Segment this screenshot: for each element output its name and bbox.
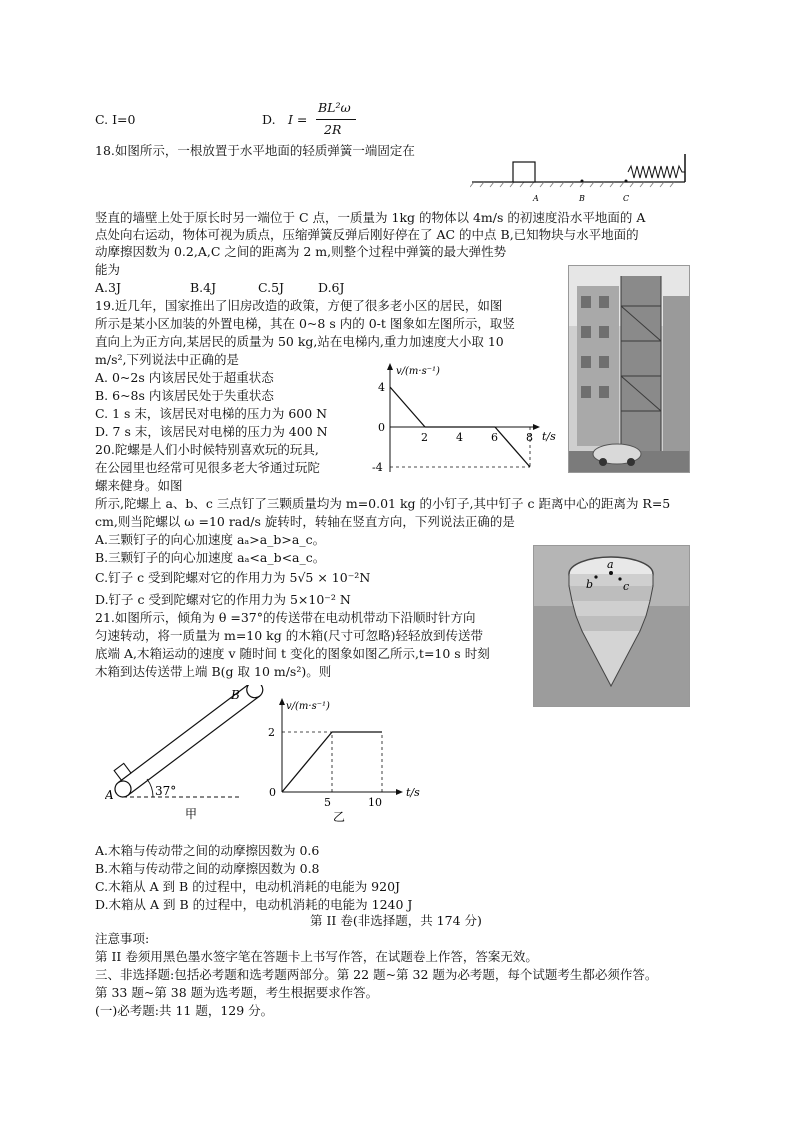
q17-option-c: C. I=0 xyxy=(95,112,136,127)
q21-segment-0 xyxy=(282,732,332,792)
q21-xlabel: t/s xyxy=(406,786,420,799)
vt-ylabel: v/(m·s⁻¹) xyxy=(396,366,440,377)
part2-notice: 注意事项: xyxy=(95,931,150,946)
part2-title: 第 II 卷(非选择题，共 174 分) xyxy=(310,913,482,928)
q19-option-b: B. 6~8s 内该居民处于失重状态 xyxy=(95,388,274,403)
q18-line3: 点处向右运动，物体可视为质点，压缩弹簧反弹后刚好停在了 AC 的中点 B,已知物块与水平地面的 xyxy=(95,227,639,242)
q17-option-d-prefix: D. xyxy=(262,112,276,127)
vt-segment-2 xyxy=(495,427,530,467)
q21-line3: 底端 A,木箱运动的速度 v 随时间 t 变化的图象如图乙所示,t=10 s 时刻 xyxy=(95,646,490,661)
q19-option-c: C. 1 s 末，该居民对电梯的压力为 600 N xyxy=(95,406,328,421)
vt-xtick-6: 6 xyxy=(491,431,498,444)
q18-line4: 动摩擦因数为 0.2,A,C 之间的距离为 2 m,则整个过程中弹簧的最大弹性势 xyxy=(95,244,507,259)
vt-ytick-0: 0 xyxy=(378,421,385,434)
formula-denominator: 2R xyxy=(324,122,342,137)
conveyor-angle: 37° xyxy=(155,784,177,798)
q18-option-a: A.3J xyxy=(95,280,121,295)
wooden-box xyxy=(114,763,131,780)
q21-vt-chart xyxy=(260,695,435,825)
q18-spring-figure xyxy=(470,150,695,205)
vt-ytick-neg4: -4 xyxy=(372,461,383,474)
top-label-c: c xyxy=(623,580,630,593)
q21-origin: 0 xyxy=(269,786,276,799)
q18-line2: 竖直的墙壁上处于原长时另一端位于 C 点，一质量为 1kg 的物体以 4m/s 的初速度沿水平地面的 A xyxy=(95,210,646,225)
q21-series xyxy=(282,732,382,792)
q21-line4: 木箱到达传送带上端 B(g 取 10 m/s²)。则 xyxy=(95,664,332,679)
part2-note1: 第 II 卷须用黑色墨水签字笔在答题卡上书写作答，在试题卷上作答，答案无效。 xyxy=(95,949,538,964)
q21-ytick-2: 2 xyxy=(268,726,275,739)
formula-numerator: BL²ω xyxy=(318,100,351,115)
q19-line1: 19.近几年，国家推出了旧房改造的政策，方便了很多老小区的居民，如图 xyxy=(95,298,503,313)
spring xyxy=(628,166,685,178)
q21-xtick-10: 10 xyxy=(368,796,382,809)
q18-option-d: D.6J xyxy=(318,280,345,295)
part2-note3: 第 33 题~第 38 题为选考题，考生根据要求作答。 xyxy=(95,985,379,1000)
q21-line1: 21.如图所示，倾角为 θ =37°的传送带在电动机带动下沿顺时针方向 xyxy=(95,610,476,625)
q18-line5: 能为 xyxy=(95,262,121,277)
q20-option-b: B.三颗钉子的向心加速度 aₐ<a_b<a_c。 xyxy=(95,550,326,565)
q21-option-b: B.木箱与传动带之间的动摩擦因数为 0.8 xyxy=(95,861,320,876)
q18-option-b: B.4J xyxy=(190,280,217,295)
q21-ylabel: v/(m·s⁻¹) xyxy=(286,701,330,712)
formula-lhs: I = xyxy=(288,112,308,127)
q19-line2: 所示是某小区加装的外置电梯，其在 0~8 s 内的 0-t 图象如左图所示，取竖 xyxy=(95,316,515,331)
vt-ytick-4: 4 xyxy=(378,381,385,394)
q20-option-a: A.三颗钉子的向心加速度 aₐ>a_b>a_c。 xyxy=(95,532,326,547)
q19-option-d: D. 7 s 末，该居民对电梯的压力为 400 N xyxy=(95,424,328,439)
q19-line3: 直向上为正方向,某居民的质量为 50 kg,站在电梯内,重力加速度大小取 10 xyxy=(95,334,504,349)
q21-option-a: A.木箱与传动带之间的动摩擦因数为 0.6 xyxy=(95,843,320,858)
q21-caption: 乙 xyxy=(333,810,346,824)
q20-line4: 所示,陀螺上 a、b、c 三点钉了三颗质量均为 m=0.01 kg 的小钉子,其中钉子 c 距离中心的距离为 R=5 xyxy=(95,496,671,511)
elevator-photo xyxy=(568,265,690,473)
q20-option-d: D.钉子 c 受到陀螺对它的作用力为 5×10⁻² N xyxy=(95,592,351,607)
label-c: C xyxy=(623,194,630,203)
q20-line2: 在公园里也经常可见很多老大爷通过玩陀 xyxy=(95,460,321,475)
conveyor-label-b: B xyxy=(231,688,240,702)
q21-line2: 匀速转动，将一质量为 m=10 kg 的木箱(尺寸可忽略)轻轻放到传送带 xyxy=(95,628,483,643)
conveyor-figure xyxy=(105,685,265,820)
q19-option-a: A. 0~2s 内该居民处于超重状态 xyxy=(95,370,274,385)
top-label-b: b xyxy=(586,578,594,591)
vt-xtick-2: 2 xyxy=(421,431,428,444)
fraction-bar xyxy=(316,119,356,120)
conveyor-caption: 甲 xyxy=(185,807,198,820)
vt-xlabel: t/s xyxy=(542,430,556,443)
vt-xtick-8: 8 xyxy=(526,431,533,444)
q21-option-c: C.木箱从 A 到 B 的过程中，电动机消耗的电能为 920J xyxy=(95,879,401,894)
vt-xtick-4: 4 xyxy=(456,431,463,444)
label-b: B xyxy=(579,194,585,203)
q18-option-c: C.5J xyxy=(258,280,285,295)
q19-line4: m/s²,下列说法中正确的是 xyxy=(95,352,239,367)
vt-segment-0 xyxy=(390,387,425,427)
q20-line5: cm,则当陀螺以 ω =10 rad/s 旋转时，转轴在竖直方向，下列说法正确的是 xyxy=(95,514,515,529)
part2-note2: 三、非选择题:包括必考题和选考题两部分。第 22 题~第 32 题为必考题，每个试题考生都必须作答。 xyxy=(95,967,658,982)
conveyor-label-a: A xyxy=(105,788,114,802)
block xyxy=(513,162,535,182)
q21-xtick-5: 5 xyxy=(324,796,331,809)
vt-chart xyxy=(370,360,570,480)
q20-line1: 20.陀螺是人们小时候特别喜欢玩的玩具, xyxy=(95,442,319,457)
q20-option-c: C.钉子 c 受到陀螺对它的作用力为 5√5 × 10⁻²N xyxy=(95,570,371,585)
q20-line3: 螺来健身。如图 xyxy=(95,478,183,493)
q18-line1: 18.如图所示，一根放置于水平地面的轻质弹簧一端固定在 xyxy=(95,143,415,158)
label-a: A xyxy=(533,194,539,203)
spinning-top-photo xyxy=(533,545,690,707)
part2-note4: (一)必考题:共 11 题，129 分。 xyxy=(95,1003,274,1018)
top-label-a: a xyxy=(607,558,614,571)
q21-option-d: D.木箱从 A 到 B 的过程中，电动机消耗的电能为 1240 J xyxy=(95,897,413,912)
